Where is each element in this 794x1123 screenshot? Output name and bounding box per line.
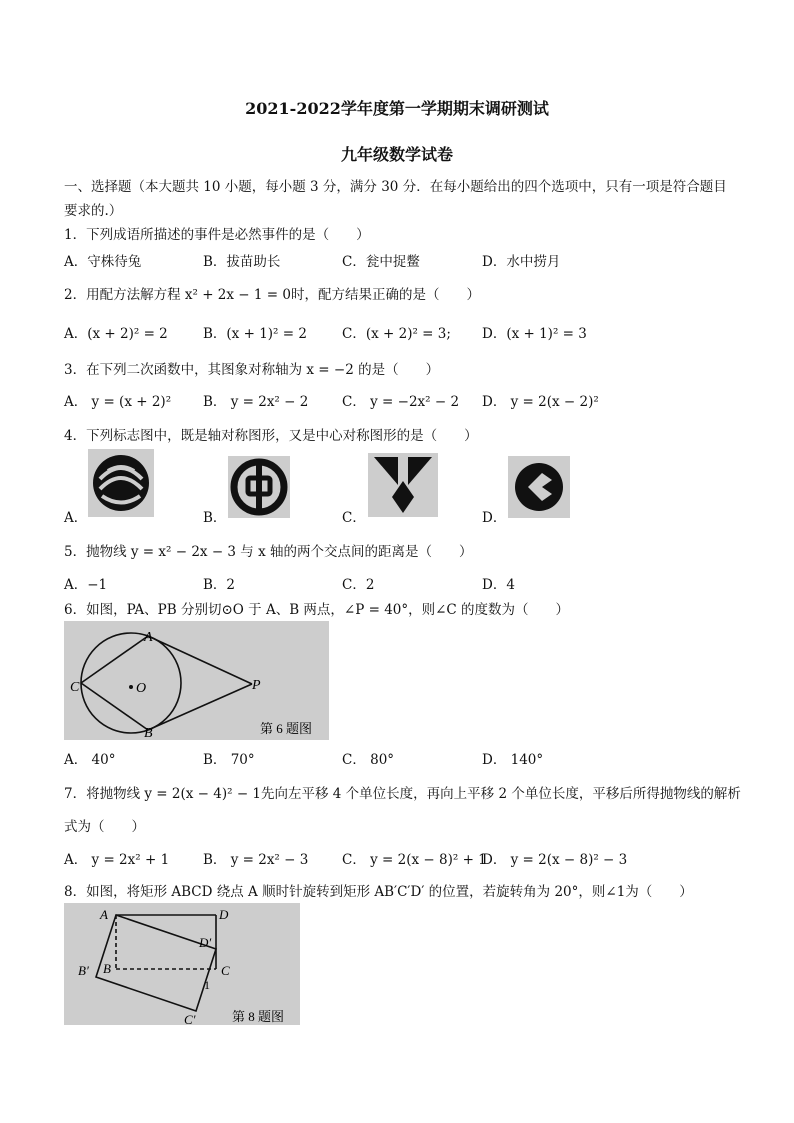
question-1-option-d: D．水中捞月 xyxy=(482,254,561,270)
section-instructions-line1: 一、选择题（本大题共 10 小题，每小题 3 分，满分 30 分．在每小题给出的四个选项中，只有一项是符合题目 xyxy=(64,179,727,195)
figure-8-caption: 第 8 题图 xyxy=(232,1009,285,1024)
question-7-option-c: C． y = 2(x − 8)² + 1 xyxy=(342,852,487,868)
label-a: A xyxy=(100,907,108,922)
label-b: B xyxy=(103,961,111,976)
question-2-option-c: C．(x + 2)² = 3; xyxy=(342,326,451,342)
figure-6-caption: 第 6 题图 xyxy=(260,721,313,736)
question-6-figure xyxy=(64,621,329,740)
question-2-option-d: D．(x + 1)² = 3 xyxy=(482,326,587,342)
question-5-option-d: D．4 xyxy=(482,577,515,593)
question-5-stem: 5．抛物线 y = x² − 2x − 3 与 x 轴的两个交点间的距离是（ ） xyxy=(64,544,473,560)
question-2-option-a: A．(x + 2)² = 2 xyxy=(64,326,168,342)
question-6-option-c: C． 80° xyxy=(342,752,395,768)
construction-bank-logo-icon xyxy=(508,456,570,518)
question-5-option-a: A．−1 xyxy=(64,577,108,593)
section-instructions-line2: 要求的.） xyxy=(64,203,123,219)
question-8-figure xyxy=(64,903,300,1025)
bank-of-china-logo-icon xyxy=(228,456,290,518)
question-3-option-b: B． y = 2x² − 2 xyxy=(203,394,309,410)
question-4-option-d: D． xyxy=(482,510,507,526)
label-p: P xyxy=(252,678,261,693)
question-7-option-d: D． y = 2(x − 8)² − 3 xyxy=(482,852,628,868)
question-7-option-b: B． y = 2x² − 3 xyxy=(203,852,309,868)
label-b: B xyxy=(144,726,153,740)
question-4-option-b: B． xyxy=(203,510,227,526)
triangle-diamond-logo-icon xyxy=(368,453,438,517)
question-7-stem-line1: 7．将抛物线 y = 2(x − 4)² − 1先向左平移 4 个单位长度，再向上平移 2 个单位长度，平移后所得抛物线的解析 xyxy=(64,786,741,802)
label-a: A xyxy=(144,630,153,645)
exam-title: 2021-2022学年度第一学期期末调研测试 xyxy=(245,99,549,118)
question-5-option-b: B．2 xyxy=(203,577,236,593)
question-2-option-b: B．(x + 1)² = 2 xyxy=(203,326,307,342)
label-d: D xyxy=(219,907,229,922)
question-4-stem: 4．下列标志图中，既是轴对称图形，又是中心对称图形的是（ ） xyxy=(64,428,478,444)
question-6-option-b: B． 70° xyxy=(203,752,255,768)
question-1-option-b: B．拔苗助长 xyxy=(203,254,281,270)
question-6-option-d: D． 140° xyxy=(482,752,544,768)
label-o: O xyxy=(136,681,147,696)
china-mobile-logo-icon xyxy=(88,449,154,517)
question-3-option-c: C． y = −2x² − 2 xyxy=(342,394,460,410)
exam-subtitle: 九年级数学试卷 xyxy=(340,145,453,164)
question-3-option-a: A． y = (x + 2)² xyxy=(64,394,172,410)
question-4-option-a: A． xyxy=(64,510,88,526)
label-angle-1: 1 xyxy=(204,978,210,992)
question-1-option-c: C．瓮中捉鳖 xyxy=(342,254,420,270)
label-c: C xyxy=(70,680,80,695)
question-6-stem: 6．如图，PA、PB 分别切⊙O 于 A、B 两点，∠P = 40°，则∠C 的度数为（ ） xyxy=(64,602,570,618)
question-1-option-a: A．守株待兔 xyxy=(64,254,142,270)
question-3-stem: 3．在下列二次函数中，其图象对称轴为 x = −2 的是（ ） xyxy=(64,362,440,378)
label-c: C xyxy=(221,963,230,978)
label-c-prime: C′ xyxy=(184,1012,196,1025)
question-8-stem: 8．如图，将矩形 ABCD 绕点 A 顺时针旋转到矩形 AB′C′D′ 的位置，若旋转角为 20°，则∠1为（ ） xyxy=(64,884,693,900)
question-3-option-d: D． y = 2(x − 2)² xyxy=(482,394,599,410)
question-2-stem: 2．用配方法解方程 x² + 2x − 1 = 0时，配方结果正确的是（ ） xyxy=(64,287,480,303)
question-1-stem: 1．下列成语所描述的事件是必然事件的是（ ） xyxy=(64,227,370,243)
label-d-prime: D′ xyxy=(199,935,212,950)
question-4-option-c: C． xyxy=(342,510,366,526)
question-6-option-a: A． 40° xyxy=(64,752,116,768)
label-b-prime: B′ xyxy=(78,963,89,978)
question-7-option-a: A． y = 2x² + 1 xyxy=(64,852,170,868)
question-5-option-c: C．2 xyxy=(342,577,375,593)
question-7-stem-line2: 式为（ ） xyxy=(64,819,145,835)
